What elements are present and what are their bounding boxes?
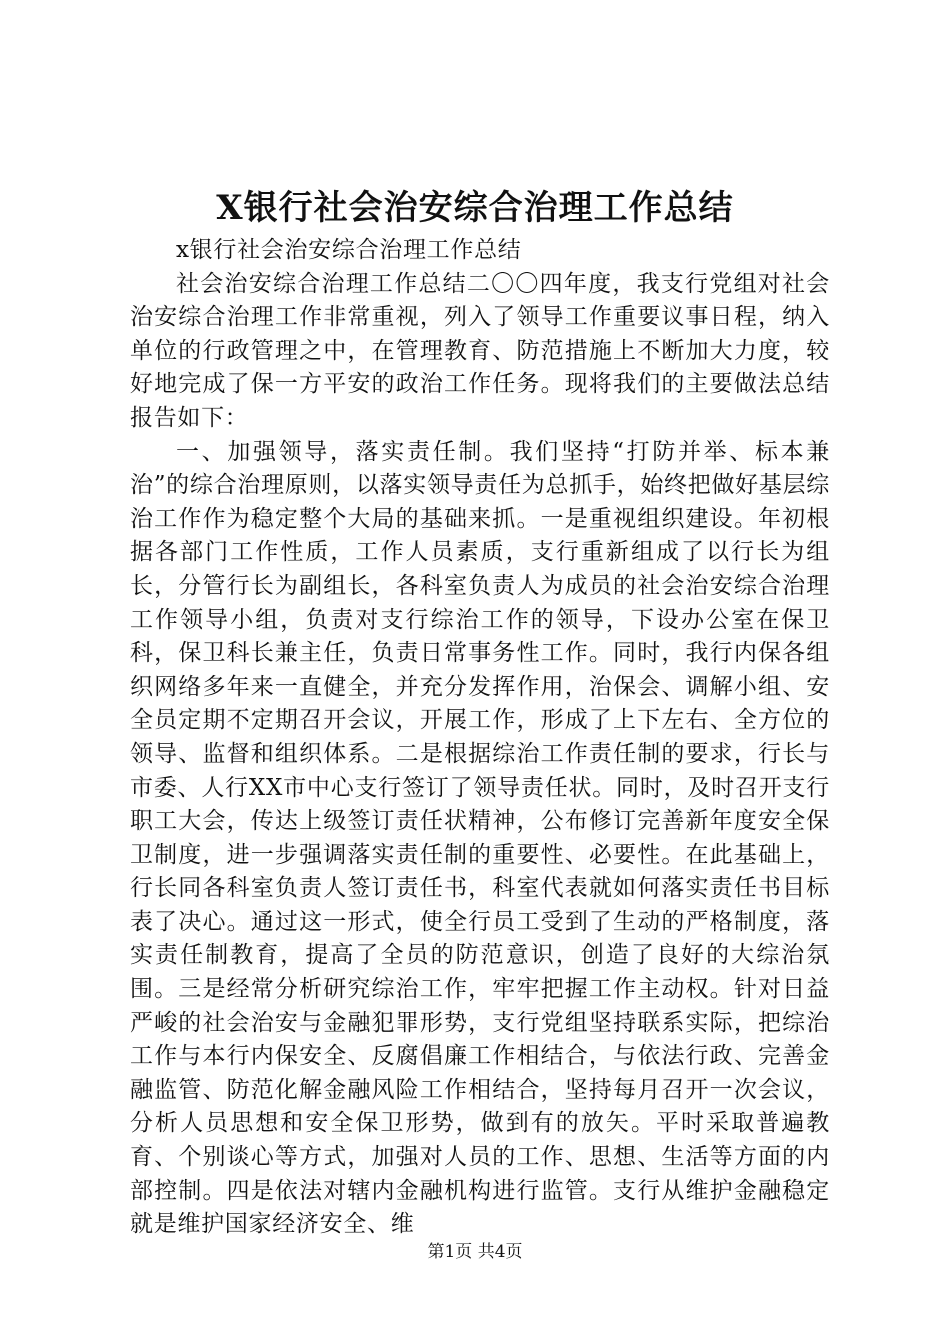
paragraph-intro: 社会治安综合治理工作总结二〇〇四年度，我支行党组对社会治安综合治理工作非常重视，列入了领导工作重要议事日程，纳入单位的行政管理之中，在管理教育、防范措施上不断加大力度，较好地完成了保一方平安的政治工作任务。现将我们的主要做法总结报告如下： (130, 270, 830, 431)
document-subtitle: x银行社会治安综合治理工作总结 (176, 237, 522, 263)
paragraph-section-one: 一、加强领导，落实责任制。我们坚持“打防并举、标本兼治”的综合治理原则，以落实领导责任为总抓手，始终把做好基层综治工作作为稳定整个大局的基础来抓。一是重视组织建设。年初根据各部门工作性质，工作人员素质，支行重新组成了以行长为组长，分管行长为副组长，各科室负责人为成员的社会治安综合治理工作领导小组，负责对支行综治工作的领导，下设办公室在保卫科，保卫科长兼主任，负责日常事务性工作。同时，我行内保各组织网络多年来一直健全，并充分发挥作用，治保会、调解小组、安全员定期不定期召开会议，开展工作，形成了上下左右、全方位的领导、监督和组织体系。二是根据综治工作责任制的要求，行长与市委、人行XX市中心支行签订了领导责任状。同时，及时召开支行职工大会，传达上级签订责任状精神，公布修订完善新年度安全保卫制度，进一步强调落实责任制的重要性、必要性。在此基础上，行长同各科室负责人签订责任书，科室代表就如何落实责任书目标表了决心。通过这一形式，使全行员工受到了生动的严格制度，落实责任制教育，提高了全员的防范意识，创造了良好的大综治氛围。三是经常分析研究综治工作，牢牢把握工作主动权。针对日益严峻的社会治安与金融犯罪形势，支行党组坚持联系实际，把综治工作与本行内保安全、反腐倡廉工作相结合，与依法行政、完善金融监管、防范化解金融风险工作相结合，坚持每月召开一次会议，分析人员思想和安全保卫形势，做到有的放矢。平时采取普遍教育、个别谈心等方式，加强对人员的工作、思想、生活等方面的内部控制。四是依法对辖内金融机构进行监管。支行从维护金融稳定就是维护国家经济安全、维 (130, 438, 830, 1238)
page-number-footer: 第1页 共4页 (427, 1242, 523, 1262)
document-title: X银行社会治安综合治理工作总结 (216, 188, 734, 228)
document-body (130, 234, 830, 1242)
